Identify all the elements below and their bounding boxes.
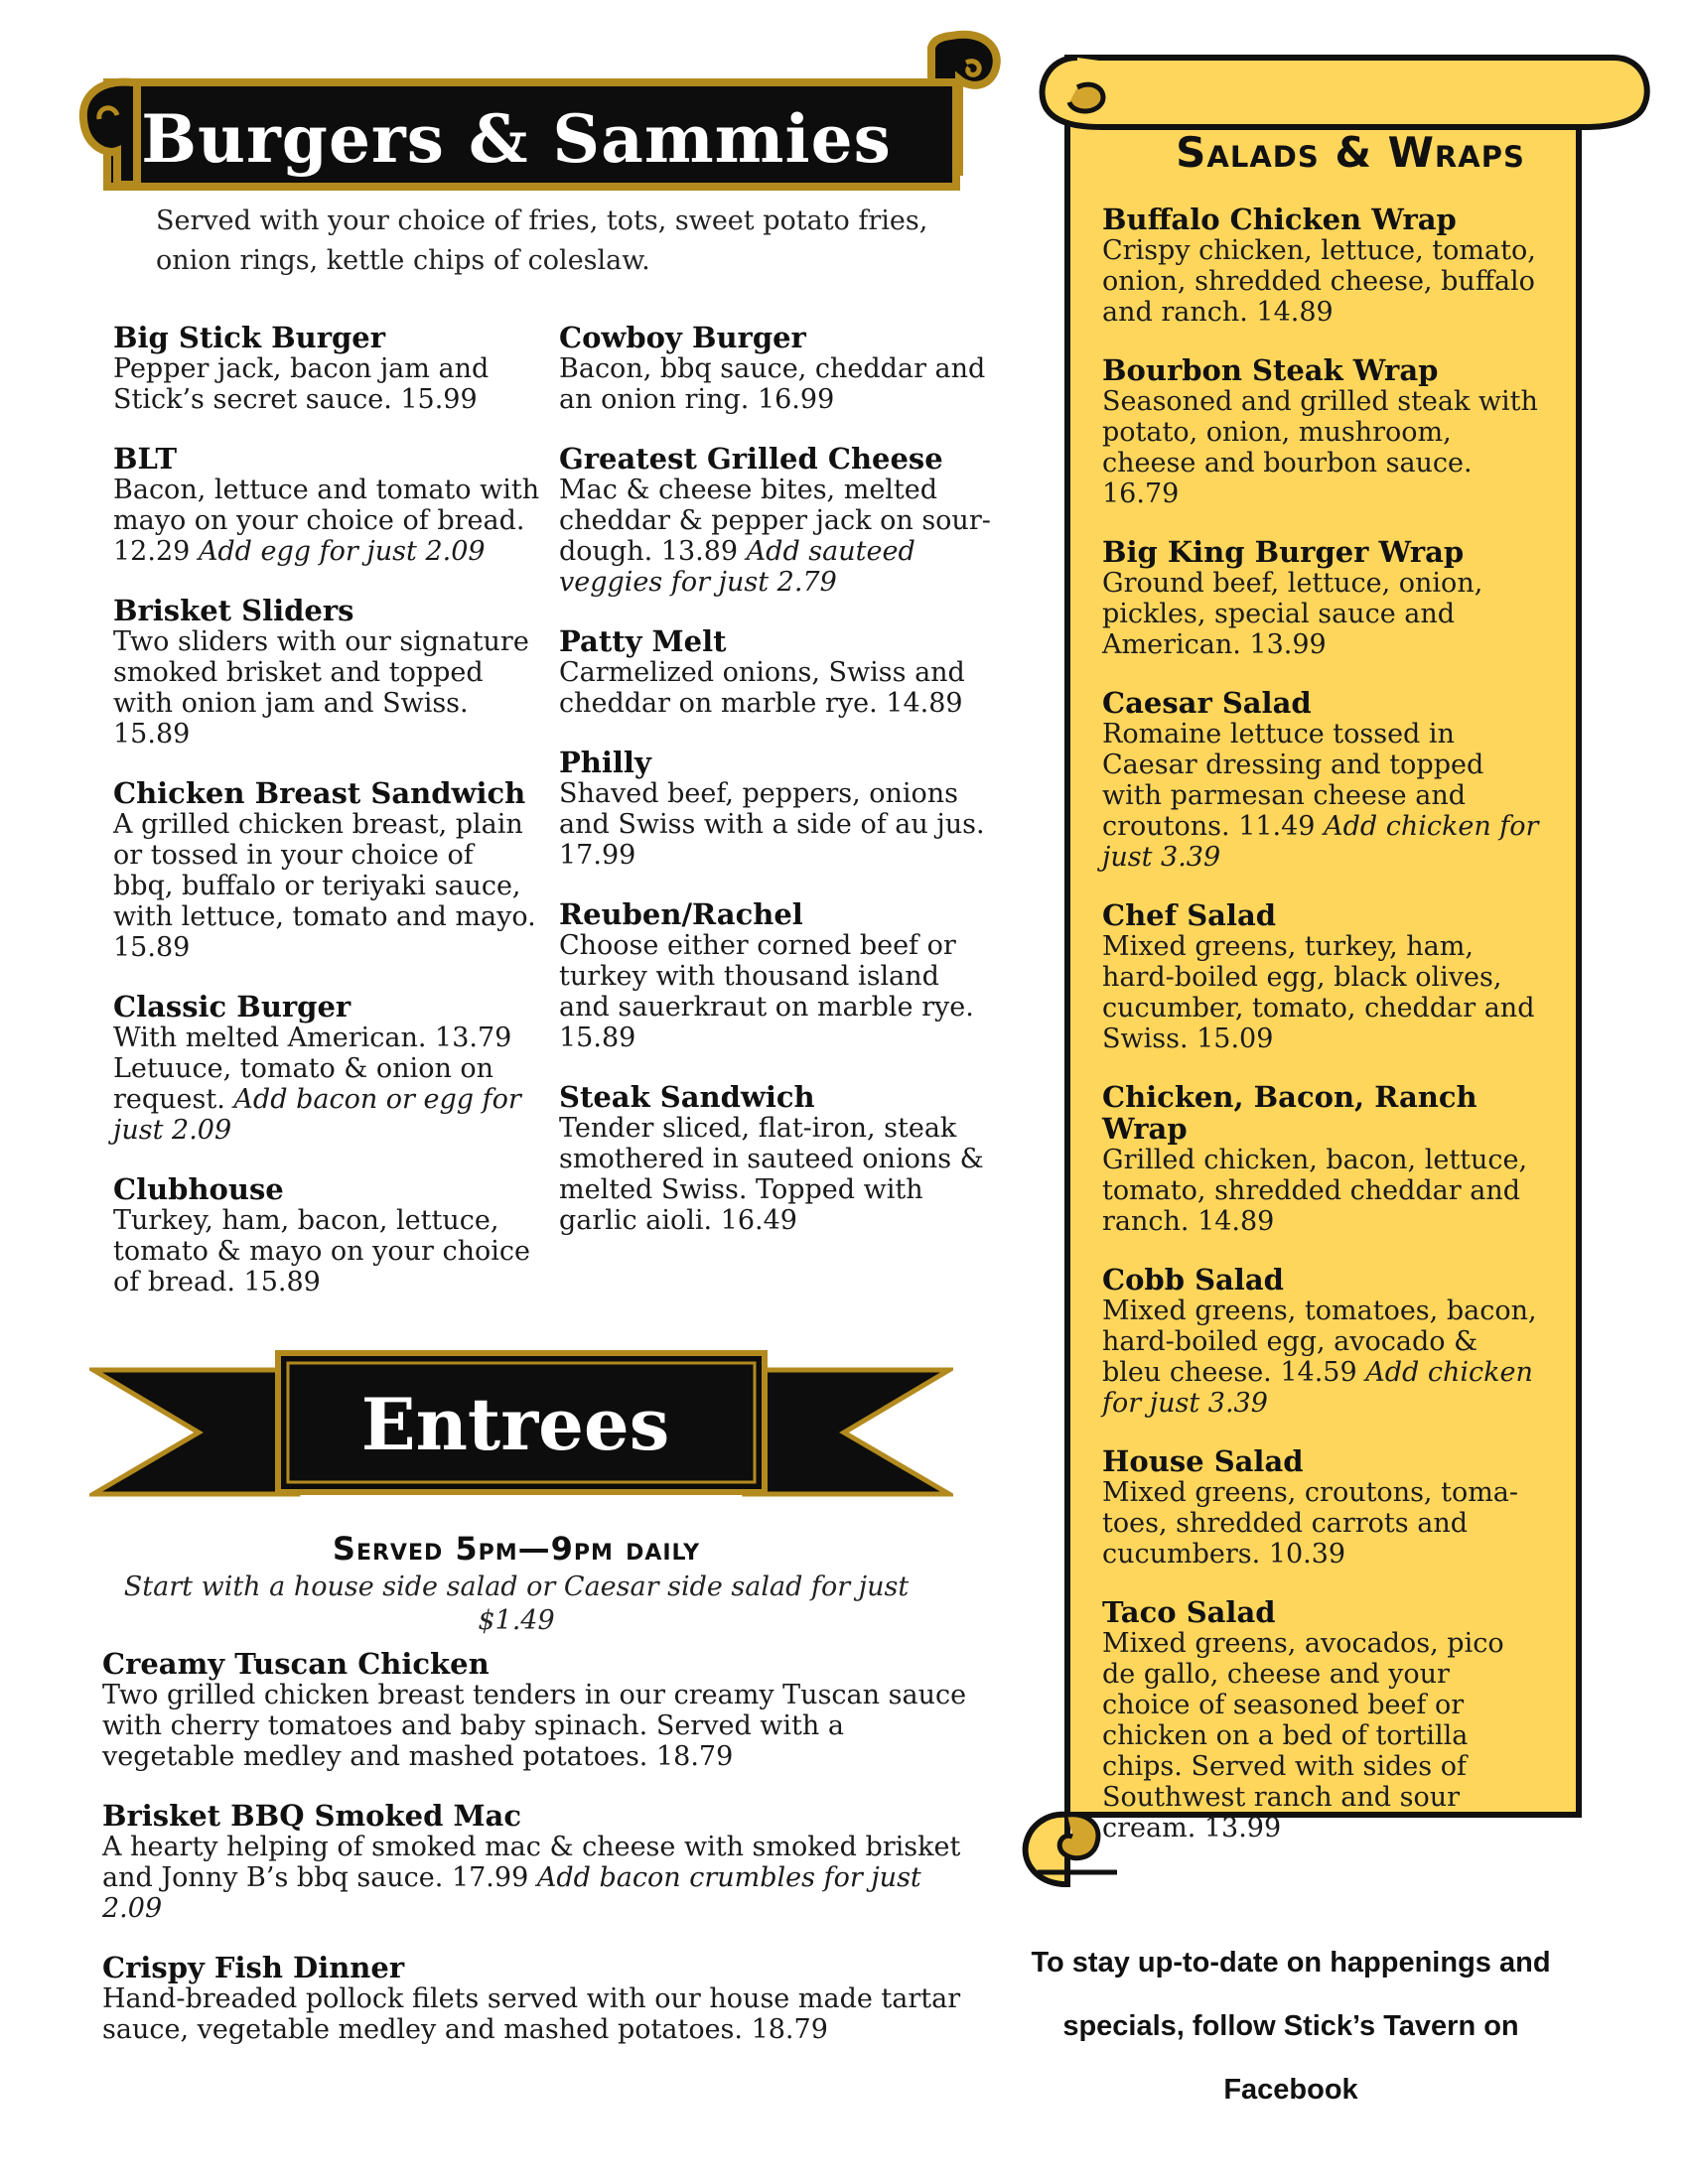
item-description [113, 353, 540, 415]
item-name: Philly [559, 746, 651, 779]
item-desc-text: Grilled chicken, bacon, lettuce, tomato, shredded cheddar and ranch. 14.89 [1102, 1145, 1528, 1237]
item-name: Brisket Sliders [113, 594, 354, 627]
item-description [1102, 719, 1539, 873]
item-name: House Salad [1102, 1444, 1304, 1478]
item-desc-text: Two grilled chicken breast tenders in our creamy Tuscan sauce with cherry tomatoes and baby spinach. Served with a vegetable medley and mashed potatoes. 18.79 [102, 1680, 967, 1772]
item-desc-text: Mac & cheese bites, melted cheddar & pepper jack on sour-dough. 13.89 [559, 475, 991, 567]
menu-item [1102, 204, 1539, 328]
item-desc-text: Mixed greens, tomatoes, bacon, hard-boiled egg, avocado & bleu cheese. 14.59 [1102, 1296, 1537, 1388]
entrees-heading: Entrees [360, 1382, 670, 1466]
item-description [113, 475, 540, 567]
item-desc-text: Romaine lettuce tossed in Caesar dressing and topped with parmesan cheese and croutons. 11.49 [1102, 719, 1484, 842]
menu-item [102, 1952, 976, 2045]
menu-item [102, 1648, 976, 1772]
item-desc-text: Carmelized onions, Swiss and cheddar on marble rye. 14.89 [559, 657, 965, 719]
item-name: Brisket BBQ Smoked Mac [102, 1799, 521, 1833]
menu-item [1102, 1596, 1539, 1843]
item-name: Classic Burger [113, 990, 352, 1024]
item-description [1102, 1628, 1539, 1843]
menu-item [113, 443, 540, 567]
burgers-heading: Burgers & Sammies [141, 100, 892, 178]
item-desc-text: Two sliders with our signature smoked brisket and topped with onion jam and Swiss. 15.89 [113, 626, 529, 750]
menu-item [1102, 536, 1539, 660]
item-name: Creamy Tuscan Chicken [102, 1647, 490, 1681]
item-name: Greatest Grilled Cheese [559, 442, 943, 476]
item-name: Taco Salad [1102, 1595, 1276, 1629]
burgers-left-column [113, 322, 540, 1325]
item-description [102, 1983, 976, 2045]
item-name: Patty Melt [559, 624, 727, 658]
menu-item [1102, 1445, 1539, 1570]
menu-item [102, 1800, 976, 1924]
item-description [113, 1205, 540, 1297]
item-name: Buffalo Chicken Wrap [1102, 203, 1457, 236]
burgers-right-column [559, 322, 996, 1264]
menu-item [559, 322, 996, 415]
menu-item [1102, 354, 1539, 509]
item-description [1102, 235, 1539, 328]
item-name: Cobb Salad [1102, 1263, 1284, 1297]
menu-item [559, 1081, 996, 1236]
menu-item [113, 595, 540, 750]
item-name: Caesar Salad [1102, 686, 1312, 720]
item-desc-text: Choose either corned beef or turkey with thousand island and sauerkraut on marble rye. 15.89 [559, 930, 974, 1053]
item-name: Chicken Breast Sandwich [113, 776, 526, 810]
item-description [1102, 931, 1539, 1054]
item-description [1102, 1296, 1539, 1419]
item-desc-text: Crispy chicken, lettuce, tomato, onion, shredded cheese, buffalo and ranch. 14.89 [1102, 235, 1536, 328]
item-name: Big Stick Burger [113, 321, 385, 354]
burgers-intro-text: Served with your choice of fries, tots, sweet potato fries, onion rings, kettle chips of coleslaw. [156, 205, 928, 276]
item-description [559, 778, 996, 871]
item-desc-text: With melted American. 13.79 Letuuce, tomato & onion on request. [113, 1023, 512, 1115]
item-name: Clubhouse [113, 1172, 284, 1206]
item-name: Cowboy Burger [559, 321, 806, 354]
item-description [102, 1832, 976, 1924]
item-description [113, 1023, 540, 1146]
salads-heading: Salads & Wraps [1176, 128, 1525, 177]
menu-item [1102, 1081, 1539, 1237]
item-name: Chicken, Bacon, Ranch Wrap [1102, 1080, 1477, 1146]
item-desc-text: A grilled chicken breast, plain or tossed in your choice of bbq, buffalo or teriyaki sauce, with lettuce, tomato and mayo. 15.89 [113, 809, 536, 963]
facebook-promo-text: To stay up-to-date on happenings and specials, follow Stick’s Tavern on Facebook [1031, 1947, 1551, 2106]
item-description [1102, 1477, 1539, 1570]
item-desc-text: Seasoned and grilled steak with potato, onion, mushroom, cheese and bourbon sauce. 16.79 [1102, 386, 1538, 509]
item-description [102, 1680, 976, 1772]
item-description [1102, 1145, 1539, 1237]
item-addon: Add chicken for just 3.39 [1102, 1357, 1533, 1419]
item-description [1102, 568, 1539, 660]
item-name: Steak Sandwich [559, 1080, 815, 1114]
item-desc-text: A hearty helping of smoked mac & cheese with smoked brisket and Jonny B’s bbq sauce. 17.99 [102, 1832, 961, 1893]
menu-item [559, 898, 996, 1053]
entrees-hours: Served 5pm—9pm daily [332, 1530, 701, 1568]
item-desc-text: Ground beef, lettuce, onion, pickles, special sauce and American. 13.99 [1102, 568, 1483, 660]
item-desc-text: Hand-breaded pollock filets served with our house made tartar sauce, vegetable medley and mashed potatoes. 18.79 [102, 1983, 961, 2045]
menu-item [1102, 899, 1539, 1054]
item-desc-text: Pepper jack, bacon jam and Stick’s secret sauce. 15.99 [113, 353, 490, 415]
item-description [559, 930, 996, 1053]
menu-item [1102, 687, 1539, 873]
menu-item [559, 625, 996, 719]
item-desc-text: Mixed greens, avocados, pico de gallo, cheese and your choice of seasoned beef or chicken on a bed of tortilla chips. Served with sides of Southwest ranch and sour cream. 13.99 [1102, 1628, 1504, 1843]
item-desc-text: Shaved beef, peppers, onions and Swiss with a side of au jus. 17.99 [559, 778, 985, 871]
menu-item [113, 777, 540, 963]
item-description [1102, 386, 1539, 509]
item-description [559, 353, 996, 415]
menu-item [113, 322, 540, 415]
item-description [113, 626, 540, 750]
item-name: BLT [113, 442, 178, 476]
item-description [559, 475, 996, 598]
salads-list [1102, 204, 1539, 1870]
menu-item [113, 991, 540, 1146]
item-description [113, 809, 540, 963]
item-description [559, 657, 996, 719]
menu-item [1102, 1264, 1539, 1419]
item-addon: Add bacon or egg for just 2.09 [113, 1084, 521, 1146]
item-desc-text: Tender sliced, flat-iron, steak smothered in sauteed onions & melted Swiss. Topped with garlic aioli. 16.49 [559, 1113, 984, 1236]
item-desc-text: Turkey, ham, bacon, lettuce, tomato & mayo on your choice of bread. 15.89 [113, 1205, 531, 1297]
item-addon: Add bacon crumbles for just 2.09 [102, 1862, 921, 1924]
item-name: Big King Burger Wrap [1102, 535, 1465, 569]
item-addon: Add egg for just 2.09 [198, 536, 486, 567]
item-desc-text: Bacon, bbq sauce, cheddar and an onion ring. 16.99 [559, 353, 986, 415]
item-addon: Add chicken for just 3.39 [1102, 811, 1539, 873]
menu-item [559, 443, 996, 598]
item-addon: Add sauteed veggies for just 2.79 [559, 536, 915, 598]
item-name: Chef Salad [1102, 898, 1277, 932]
item-description [559, 1113, 996, 1236]
menu-item [559, 747, 996, 871]
item-desc-text: Mixed greens, turkey, ham, hard-boiled egg, black olives, cucumber, tomato, cheddar and Swiss. 15.09 [1102, 931, 1535, 1054]
item-name: Reuben/Rachel [559, 897, 803, 931]
item-desc-text: Mixed greens, croutons, toma-toes, shredded carrots and cucumbers. 10.39 [1102, 1477, 1519, 1570]
item-desc-text: Bacon, lettuce and tomato with mayo on your choice of bread. 12.29 [113, 475, 540, 567]
entrees-list [102, 1648, 976, 2073]
item-name: Crispy Fish Dinner [102, 1951, 405, 1984]
entrees-side-salad-note: Start with a house side salad or Caesar side salad for just $1.49 [123, 1571, 910, 1636]
item-name: Bourbon Steak Wrap [1102, 353, 1439, 387]
menu-item [113, 1173, 540, 1297]
